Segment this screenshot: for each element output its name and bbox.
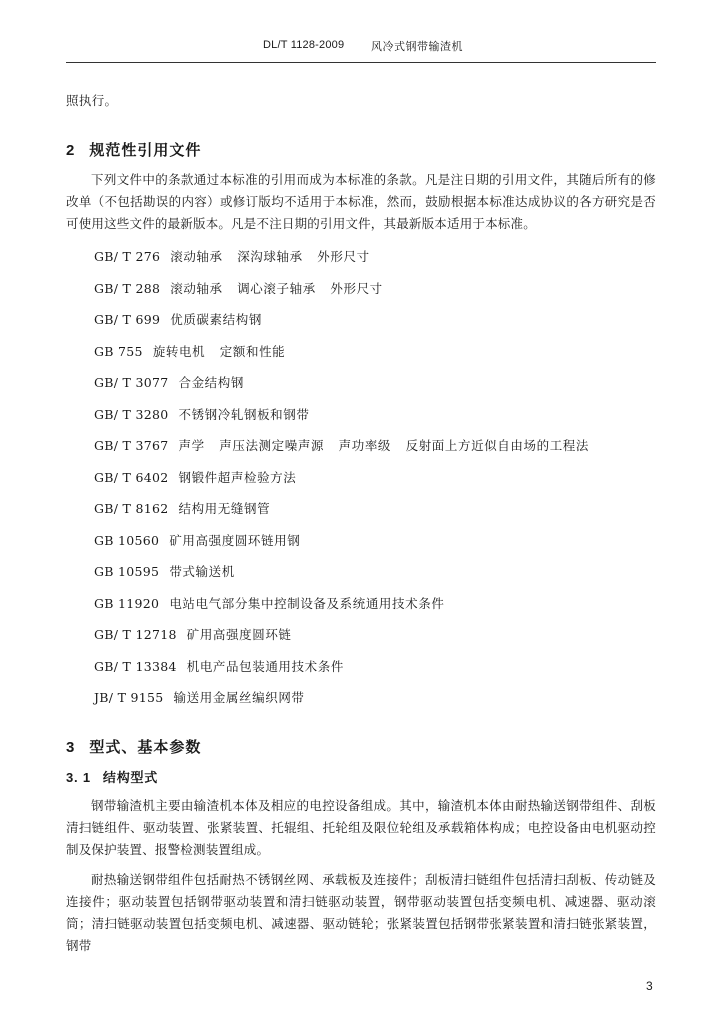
reference-item [94, 657, 344, 675]
header-divider [66, 62, 656, 63]
reference-title: 带式输送机 [169, 564, 235, 579]
subsection-3-1-paragraph-1: 钢带输渣机主要由输渣机本体及相应的电控设备组成。其中，输渣机本体由耐热输送钢带组件、刮板清扫链组件、驱动装置、张紧装置、托辊组、托轮组及限位轮组及承载箱体构成；电控设备由电机驱动控制及保护装置、报警检测装置组成。 [66, 798, 656, 857]
reference-title: 滚动轴承 深沟球轴承 外形尺寸 [170, 249, 370, 264]
reference-title: 优质碳素结构钢 [170, 312, 262, 327]
subsection-3-1-title: 结构型式 [102, 771, 159, 786]
reference-code: GB/ T 12718 [94, 627, 177, 642]
reference-item [94, 625, 292, 643]
reference-item [94, 373, 244, 391]
reference-item [94, 688, 305, 706]
reference-item [94, 436, 589, 454]
reference-item [94, 468, 296, 486]
reference-item [94, 531, 300, 549]
reference-item [94, 310, 262, 328]
reference-item [94, 405, 310, 423]
reference-code: GB/ T 3280 [94, 406, 169, 422]
reference-title: 滚动轴承 调心滚子轴承 外形尺寸 [170, 280, 383, 296]
reference-code: GB 10560 [94, 532, 160, 548]
reference-code: GB/ T 6402 [94, 469, 169, 485]
section-2-intro: 下列文件中的条款通过本标准的引用而成为本标准的条款。凡是注日期的引用文件，其随后所有的修改单（不包括勘误的内容）或修订版均不适用于本标准，然而，鼓励根据本标准达成协议的各方研究是否可使用这些文件的最新版本。凡是不注日期的引用文件，其最新版本适用于本标准。 [66, 172, 656, 231]
header-standard-code: DL/T 1128-2009 [263, 39, 345, 51]
reference-code: GB/ T 3077 [94, 375, 169, 390]
reference-title: 矿用高强度圆环链用钢 [169, 532, 301, 548]
reference-title: 电站电气部分集中控制设备及系统通用技术条件 [169, 595, 445, 611]
reference-item [94, 342, 285, 360]
reference-item [94, 499, 270, 517]
reference-code: GB 10595 [94, 564, 160, 579]
reference-title: 合金结构钢 [178, 375, 244, 390]
subsection-3-1-paragraph-2: 耐热输送钢带组件包括耐热不锈钢丝网、承载板及连接件；刮板清扫链组件包括清扫刮板、传动链及连接件；驱动装置包括钢带驱动装置和清扫链驱动装置，钢带驱动装置包括变频电机、减速器、驱动滚筒；清扫链驱动装置包括变频电机、减速器、驱动链轮；张紧装置包括钢带张紧装置和清扫链张紧装置，钢带 [66, 872, 656, 953]
reference-code: GB/ T 699 [94, 312, 161, 327]
reference-code: GB 755 [94, 343, 143, 359]
section-3-heading [66, 736, 201, 757]
reference-code: JB/ T 9155 [94, 690, 164, 705]
reference-item [94, 279, 383, 297]
lead-text: 照执行。 [66, 93, 118, 108]
reference-title: 钢锻件超声检验方法 [178, 469, 297, 485]
subsection-3-1-heading [66, 767, 158, 786]
reference-title: 旋转电机 定额和性能 [152, 343, 286, 359]
reference-code: GB 11920 [94, 595, 160, 611]
reference-title: 输送用金属丝编织网带 [173, 690, 305, 705]
section-3-title: 型式、基本参数 [89, 738, 202, 756]
reference-title: 机电产品包装通用技术条件 [186, 658, 344, 674]
reference-code: GB/ T 13384 [94, 658, 177, 674]
section-2-heading [66, 139, 201, 160]
reference-title: 不锈钢冷轧钢板和钢带 [178, 406, 310, 422]
subsection-3-1-number: 3. 1 [66, 770, 91, 785]
reference-item [94, 562, 235, 580]
reference-title: 结构用无缝钢管 [178, 501, 271, 516]
header-document-title: 风冷式钢带输渣机 [371, 40, 463, 53]
reference-item [94, 247, 370, 265]
reference-code: GB/ T 3767 [94, 438, 169, 453]
reference-title: 声学 声压法测定噪声源 声功率级 反射面上方近似自由场的工程法 [178, 438, 590, 453]
reference-code: GB/ T 8162 [94, 501, 169, 516]
reference-title: 矿用高强度圆环链 [186, 627, 292, 642]
reference-code: GB/ T 276 [94, 249, 161, 264]
reference-item [94, 594, 444, 612]
page-number: 3 [646, 979, 653, 993]
section-2-number: 2 [66, 142, 76, 159]
section-3-number: 3 [66, 739, 76, 756]
section-2-title: 规范性引用文件 [89, 141, 202, 159]
reference-code: GB/ T 288 [94, 280, 161, 296]
